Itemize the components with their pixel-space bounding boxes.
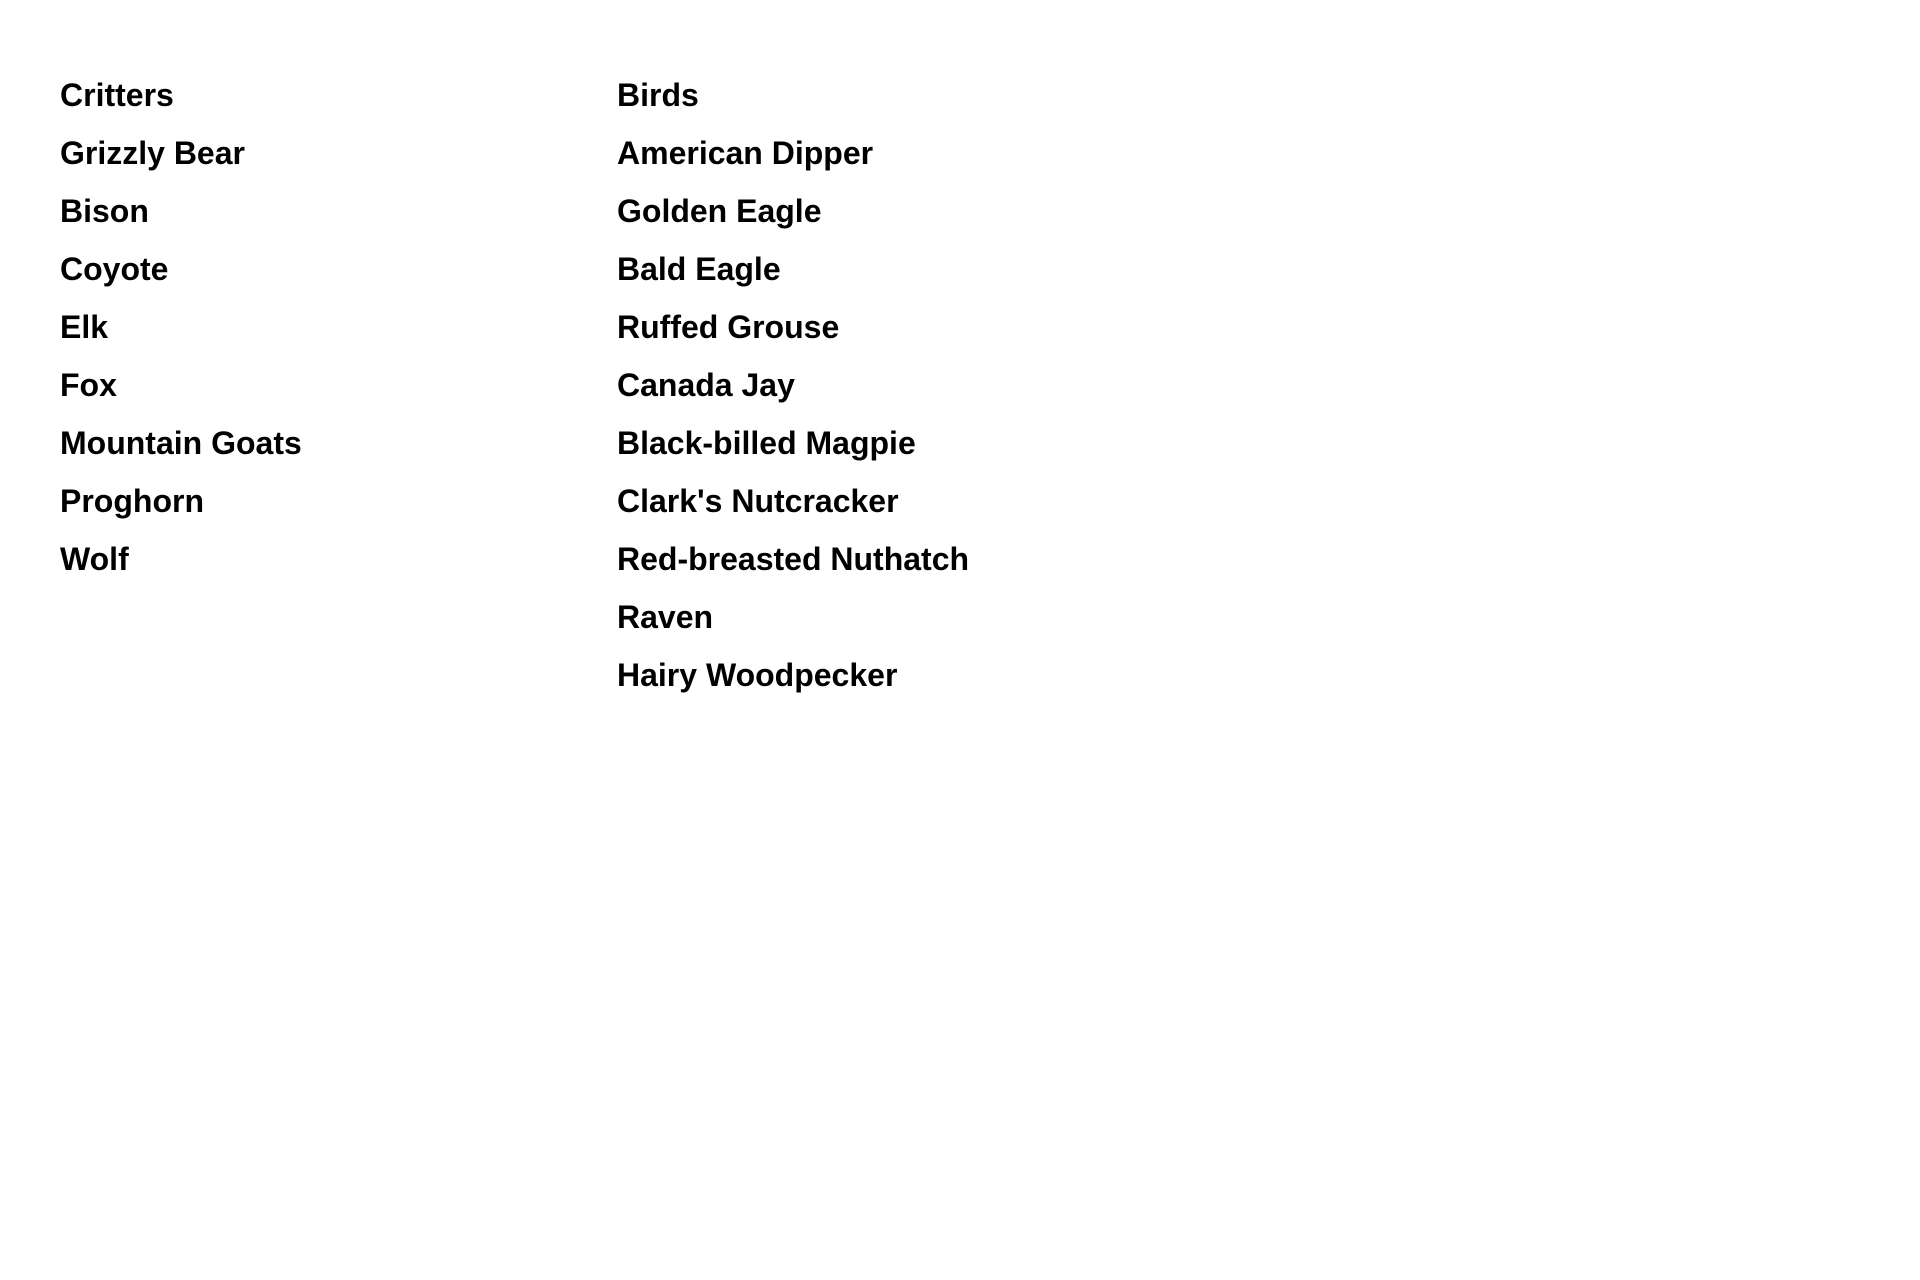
critters-item: Wolf [60, 541, 129, 577]
birds-item: Raven [617, 599, 714, 635]
birds-item: Golden Eagle [617, 193, 822, 229]
critters-item: Coyote [60, 251, 169, 287]
critters-item: Mountain Goats [60, 425, 302, 461]
critters-list [60, 66, 617, 588]
critters-list-title: Critters [60, 77, 174, 113]
birds-item: Bald Eagle [617, 251, 781, 287]
critters-item: Fox [60, 367, 117, 403]
birds-item: Black-billed Magpie [617, 425, 916, 461]
birds-item: Red-breasted Nuthatch [617, 541, 970, 577]
critters-item: Grizzly Bear [60, 135, 245, 171]
birds-list [617, 66, 969, 704]
birds-item: Ruffed Grouse [617, 309, 840, 345]
critters-item: Elk [60, 309, 109, 345]
birds-item: Canada Jay [617, 367, 795, 403]
birds-item: Clark's Nutcracker [617, 483, 899, 519]
birds-list-title: Birds [617, 77, 699, 113]
birds-item: American Dipper [617, 135, 874, 171]
birds-item: Hairy Woodpecker [617, 657, 898, 693]
critters-item: Proghorn [60, 483, 204, 519]
critters-item: Bison [60, 193, 149, 229]
